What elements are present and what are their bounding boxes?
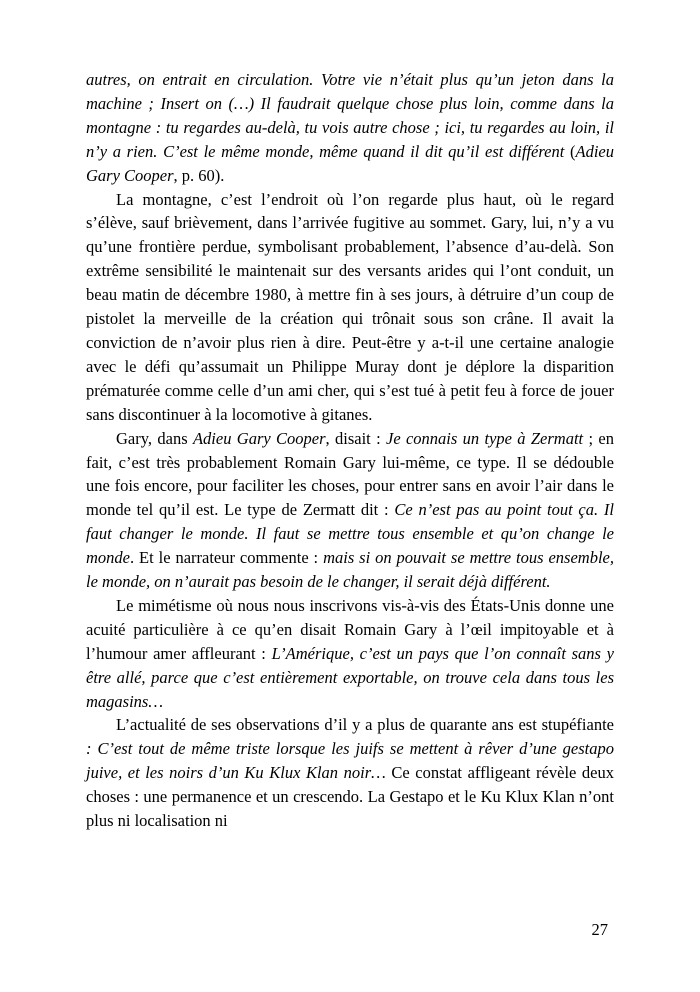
text-run: (: [570, 141, 576, 161]
page-number: 27: [591, 919, 608, 939]
text-run: autres, on entrait en circulation. Votre vie n’était plus qu’un jeton dans la machine ; Insert on (…) Il faudrait quelque chose plus loin, comme dans la montagne : tu regardes au-delà, tu vois autre chose ; ici, tu regardes au loin, il n’y a rien. C’est le même monde, même quand il dit qu’il est différent: [86, 70, 614, 161]
page-text: [86, 68, 614, 833]
paragraph: [86, 68, 614, 188]
text-run: Adieu Gary Cooper: [86, 141, 614, 185]
text-run: L’actualité de ses observations d’il y a plus de quarante ans est stupéfiante: [116, 715, 614, 735]
paragraph: [86, 713, 614, 833]
text-run: Adieu Gary Cooper: [192, 428, 326, 448]
text-run: mais si on pouvait se mettre tous ensemble, le monde, on n’aurait pas besoin de le changer, il serait déjà différent.: [86, 548, 614, 592]
text-run: : C’est tout de même triste lorsque les juifs se mettent à rêver d’une gestapo juive, et les noirs d’un Ku Klux Klan noir…: [86, 739, 614, 783]
text-run: Ce constat affligeant révèle deux choses : une permanence et un crescendo. La Gestapo et le Ku Klux Klan n’ont plus ni localisation ni: [86, 763, 614, 831]
text-run: , disait :: [325, 428, 386, 448]
text-run: ; en fait, c’est très probablement Romain Gary lui-même, ce type. Il se dédouble une fois encore, pour faciliter les choses, pour entrer sans en avoir l’air dans le monde tel qu’il est. Le type de Zermatt dit :: [86, 428, 614, 520]
paragraph: [86, 594, 614, 714]
text-run: Le mimétisme où nous nous inscrivons vis-à-vis des États-Unis donne une acuité particulière à ce qu’en disait Romain Gary à l’œil impitoyable et à l’humour amer affleurant :: [86, 595, 614, 663]
text-run: , p. 60).: [173, 165, 225, 185]
text-run: Gary, dans: [116, 428, 193, 448]
text-run: L’Amérique, c’est un pays que l’on connaît sans y être allé, parce que c’est entièrement exportable, on trouve cela dans tous les magasins…: [86, 643, 614, 711]
text-run: Ce n’est pas au point tout ça. Il faut changer le monde. Il faut se mettre tous ensemble et qu’on change le monde: [86, 500, 614, 568]
text-run: Je connais un type à Zermatt: [386, 428, 584, 448]
text-run: La montagne, c’est l’endroit où l’on regarde plus haut, où le regard s’élève, sauf brièvement, dans l’arrivée fugitive au sommet. Gary, lui, n’y a vu qu’une frontière perdue, symbolisant probablement, l’absence d’au-delà. Son extrême sensibilité le maintenait sur des versants arides qui l’ont conduit, un beau matin de décembre 1980, à mettre fin à ses jours, à détruire d’un coup de pistolet la merveille de la création qui trônait sous son crâne. Il avait la conviction de n’avoir plus rien à dire. Peut-être y a-t-il une certaine analogie avec le défi qu’assumait un Philippe Muray dont je déplore la disparition prématurée comme celle d’un ami cher, qui s’est tué à petit feu à force de jouer sans discontinuer à la locomotive à gitanes.: [86, 189, 614, 424]
text-run: . Et le narrateur commente :: [130, 548, 324, 568]
paragraph: [86, 427, 614, 594]
paragraph: [86, 188, 614, 427]
